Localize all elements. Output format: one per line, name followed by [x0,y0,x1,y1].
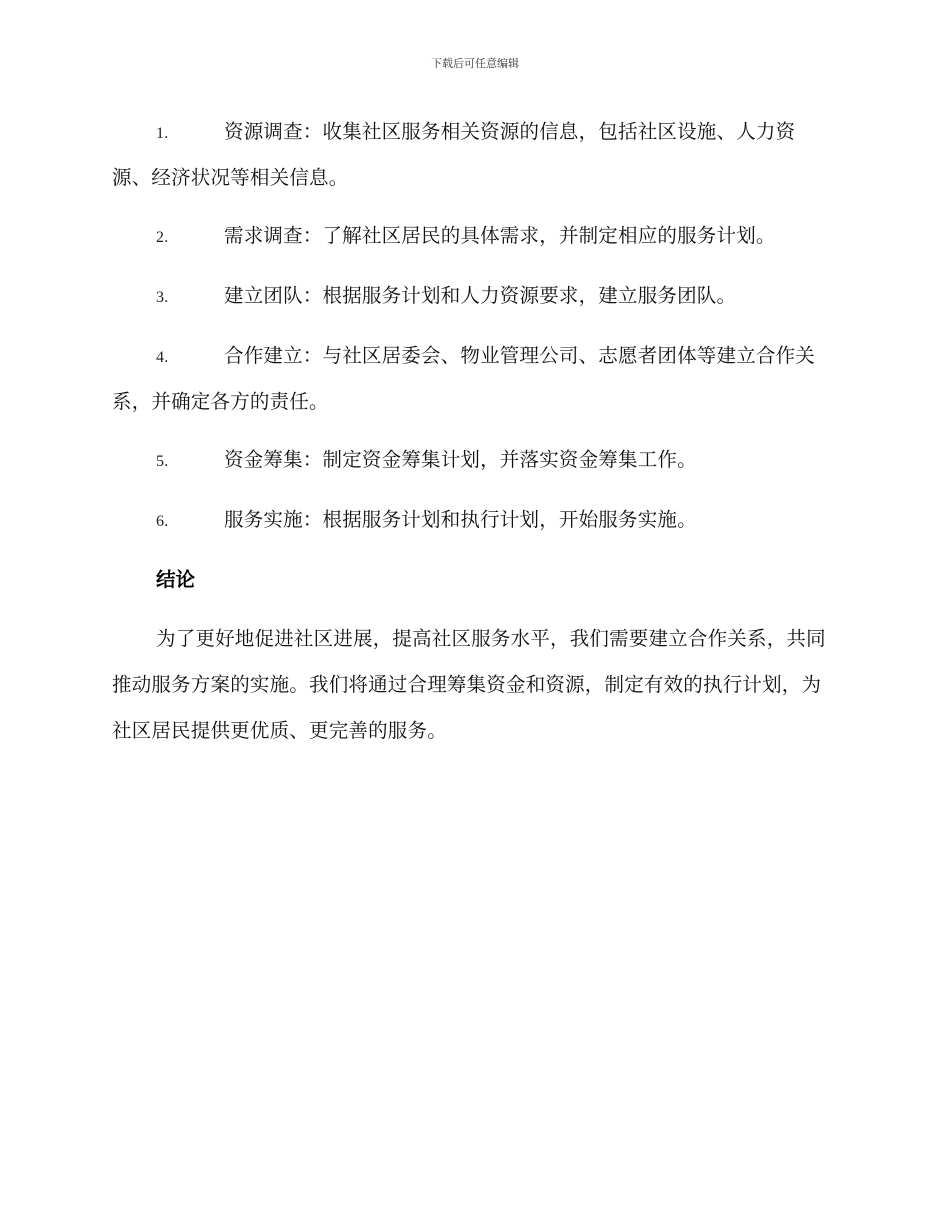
list-item-5 [112,438,834,484]
list-item-2 [112,214,834,260]
list-number: 3. [156,289,169,306]
list-item-4 [112,334,834,424]
list-number: 4. [156,349,169,366]
list-text: 资金筹集：制定资金筹集计划，并落实资金筹集工作。 [224,448,697,471]
list-text: 建立团队：根据服务计划和人力资源要求，建立服务团队。 [224,284,737,307]
list-text: 合作建立：与社区居委会、物业管理公司、志愿者团体等建立合作关系，并确定各方的责任。 [112,344,816,413]
list-number: 6. [156,513,169,530]
list-text: 资源调查：收集社区服务相关资源的信息，包括社区设施、人力资源、经济状况等相关信息。 [112,120,796,189]
list-number: 2. [156,229,169,246]
list-number: 1. [156,125,169,142]
list-item-1 [112,110,834,200]
page-header-note: 下载后可任意编辑 [431,57,519,70]
conclusion-heading: 结论 [156,568,196,591]
list-text: 需求调查：了解社区居民的具体需求，并制定相应的服务计划。 [224,224,776,247]
list-item-3 [112,274,834,320]
list-item-6 [112,498,834,544]
conclusion-paragraph: 为了更好地促进社区进展，提高社区服务水平，我们需要建立合作关系，共同推动服务方案的实施。我们将通过合理筹集资金和资源，制定有效的执行计划，为社区居民提供更优质、更完善的服务。 [112,627,826,742]
list-text: 服务实施：根据服务计划和执行计划，开始服务实施。 [224,508,697,531]
list-number: 5. [156,453,169,470]
document-body [112,110,834,754]
